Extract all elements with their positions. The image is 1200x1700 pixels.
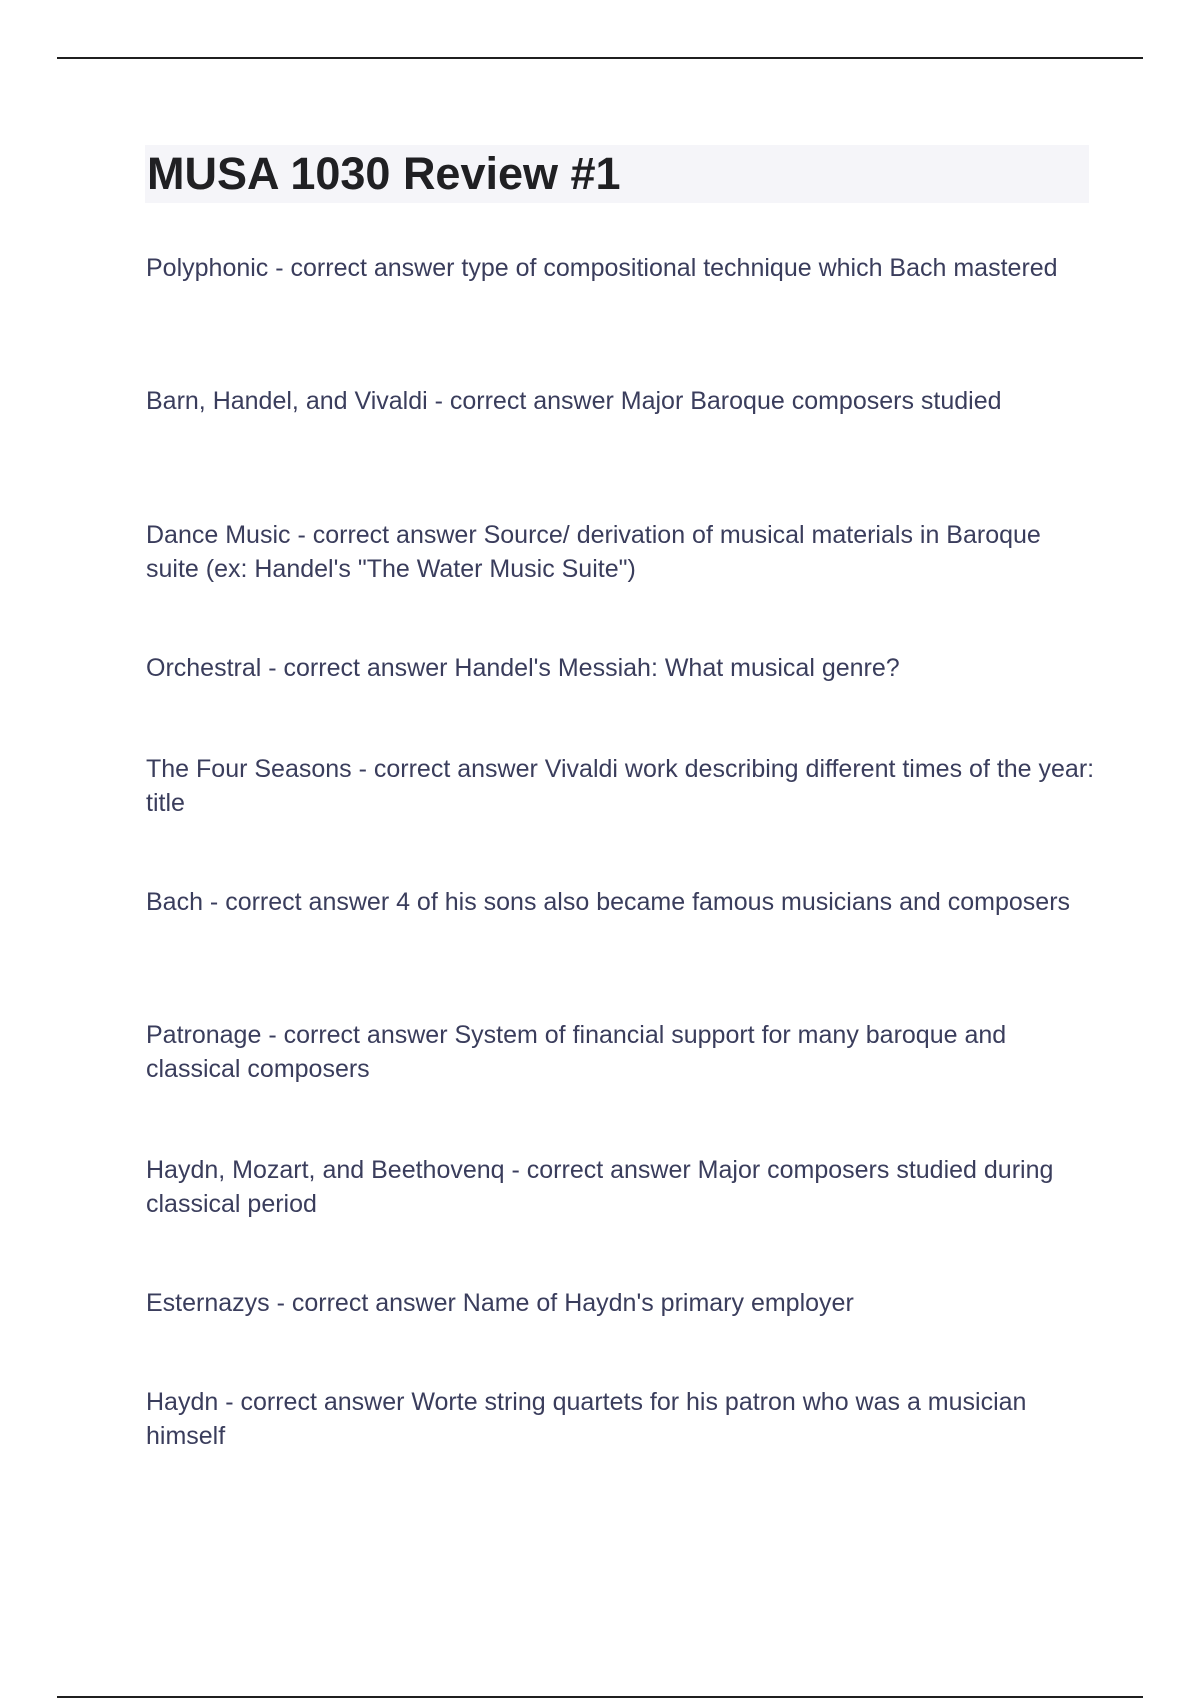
flashcard-entry: Patronage - correct answer System of financial support for many baroque and classical composers (146, 1021, 1007, 1083)
flashcard-entry: Haydn, Mozart, and Beethovenq - correct answer Major composers studied during classical period (146, 1156, 1054, 1218)
flashcard-entry: Dance Music - correct answer Source/ derivation of musical materials in Baroque suite (ex: Handel's "The Water Music Suite") (146, 521, 1041, 583)
page-title: MUSA 1030 Review #1 (147, 148, 621, 199)
flashcard-entry: Barn, Handel, and Vivaldi - correct answer Major Baroque composers studied (146, 387, 1002, 415)
flashcard-entry: Bach - correct answer 4 of his sons also became famous musicians and composers (146, 888, 1071, 916)
bottom-divider (57, 1696, 1143, 1698)
flashcard-entry: Esternazys - correct answer Name of Haydn's primary employer (146, 1289, 854, 1317)
flashcard-entry: Haydn - correct answer Worte string quartets for his patron who was a musician himself (146, 1388, 1027, 1450)
flashcard-entry: The Four Seasons - correct answer Vivaldi work describing different times of the year: title (146, 755, 1095, 817)
flashcard-entry: Orchestral - correct answer Handel's Messiah: What musical genre? (146, 654, 900, 682)
top-divider (57, 57, 1143, 59)
flashcard-entry: Polyphonic - correct answer type of compositional technique which Bach mastered (146, 254, 1058, 282)
